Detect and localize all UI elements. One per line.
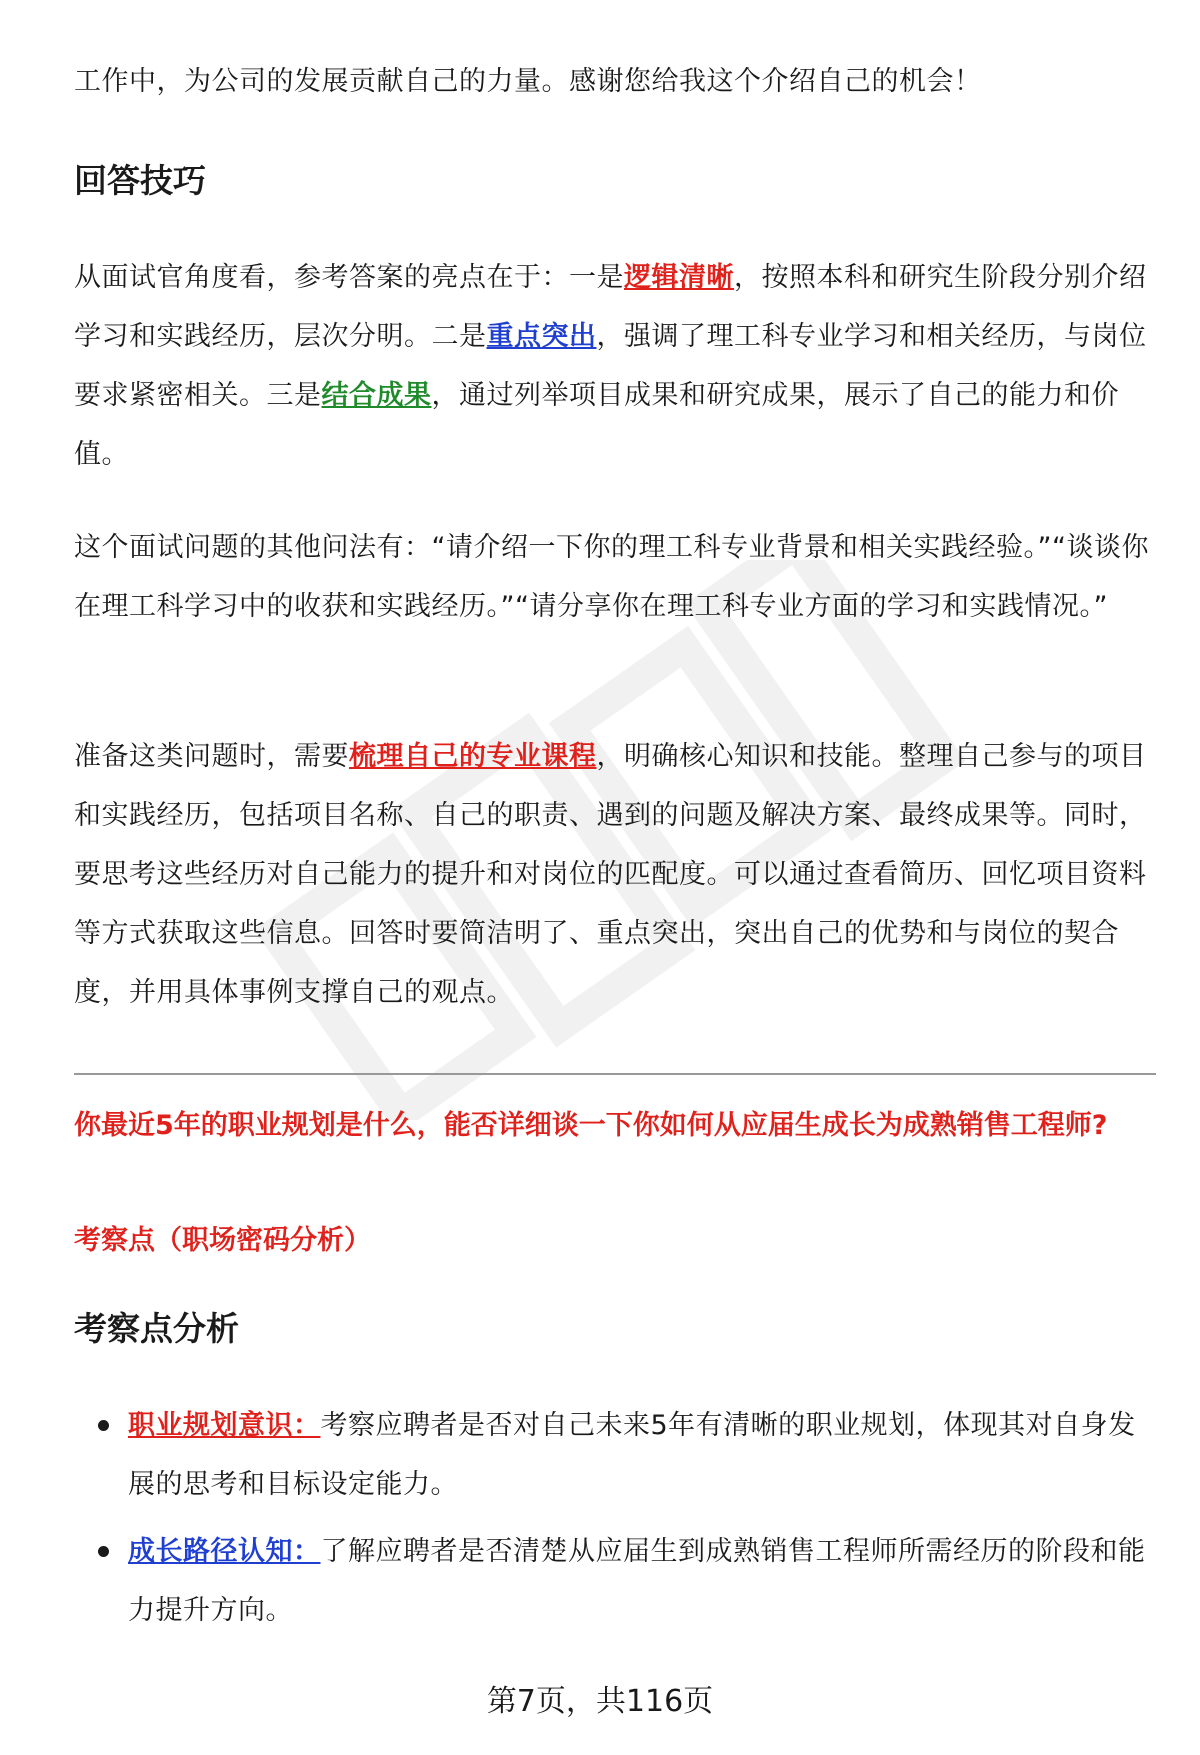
intro-paragraph-tail: 工作中，为公司的发展贡献自己的力量。感谢您给我这个介绍自己的机会！ [74,66,982,97]
bullet-icon [98,1420,109,1431]
bullet-icon [98,1546,109,1557]
alternate-questions-paragraph: 这个面试问题的其他问法有：“请介绍一下你的理工科专业背景和相关实践经验。”“谈谈你在理工科学习中的收获和实践经历。”“请分享你在理工科专业方面的学习和实践情况。” [74,532,1149,622]
analysis-heading: 考察点分析 [74,1309,239,1348]
highlights-text-2: ，按照本科和研究生阶段分别介绍学习和实践经历，层次分明。二是 [74,262,1147,352]
highlight-focus: 重点突出 [486,321,597,352]
preparation-paragraph [74,727,1156,1022]
tips-heading: 回答技巧 [74,161,206,200]
highlights-text-1: 从面试官角度看，参考答案的亮点在于：一是 [74,262,624,293]
highlight-logic: 逻辑清晰 [624,262,734,293]
list-item [74,1522,1156,1640]
bullet-text: 了解应聘者是否清楚从应届生到成熟销售工程师所需经历的阶段和能力提升方向。 [128,1536,1146,1626]
question-title: 你最近5年的职业规划是什么，能否详细谈一下你如何从应届生成长为成熟销售工程师? [74,1110,1108,1141]
bullet-label-career-planning: 职业规划意识： [128,1410,321,1441]
highlights-text-4: ，通过列举项目成果和研究成果，展示了自己的能力和价值。 [74,380,1119,470]
highlights-paragraph [74,248,1156,484]
preparation-text-1: 准备这类问题时，需要 [74,741,349,772]
section-divider [74,1073,1156,1075]
bullet-label-growth-path: 成长路径认知： [128,1536,321,1567]
highlight-results: 结合成果 [321,380,432,411]
bullet-text: 考察应聘者是否对自己未来5年有清晰的职业规划，体现其对自身发展的思考和目标设定能力。 [128,1410,1136,1500]
analysis-list [74,1396,1156,1648]
highlights-text-3: ，强调了理工科专业学习和相关经历，与岗位要求紧密相关。三是 [74,321,1147,411]
preparation-text-2: ，明确核心知识和技能。整理自己参与的项目和实践经历，包括项目名称、自己的职责、遇到的问题及解决方案、最终成果等。同时，要思考这些经历对自己能力的提升和对岗位的匹配度。可以通过查看简历、回忆项目资料等方式获取这些信息。回答时要简洁明了、重点突出，突出自己的优势和与岗位的契合度，并用具体事例支撑自己的观点。 [74,741,1147,1008]
focus-label: 考察点（职场密码分析） [74,1225,371,1256]
page-footer: 第7页，共116页 [486,1684,714,1719]
highlight-courses: 梳理自己的专业课程 [349,741,597,772]
list-item [74,1396,1156,1514]
